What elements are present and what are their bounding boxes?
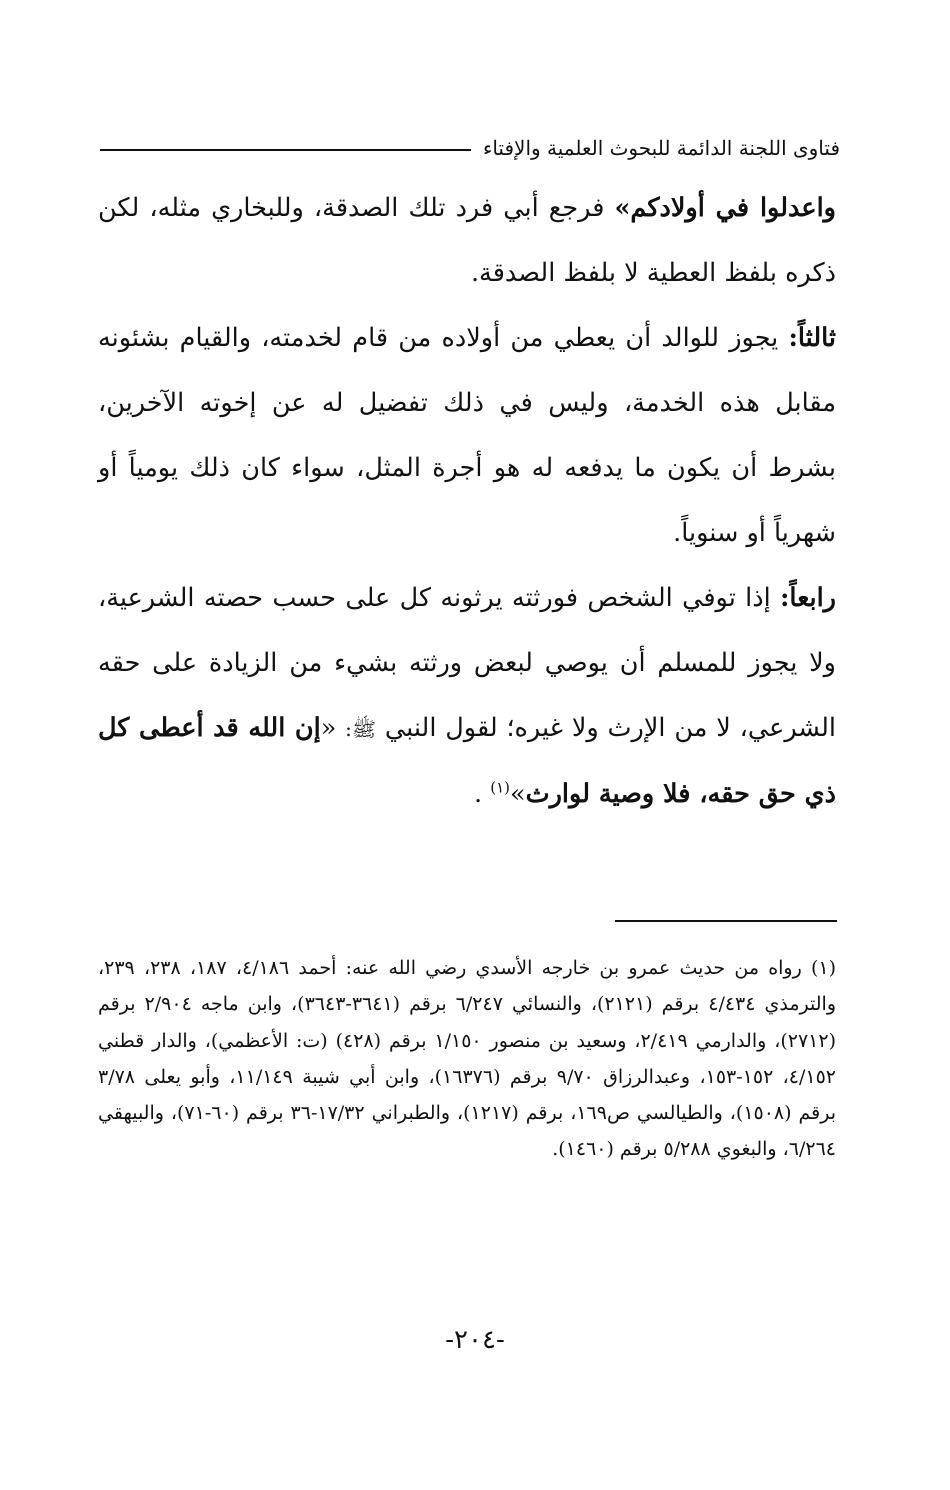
paragraph-1 [98,176,836,306]
quote-open: « [320,713,346,743]
paragraph-3 [98,566,836,827]
body-text [98,176,836,827]
bold-opening: واعدلوا في أولادكم» [614,193,836,223]
running-header [100,128,840,168]
page-number: -٢٠٤- [445,1325,505,1355]
paragraph-2 [98,306,836,566]
footnote-1: (١) رواه من حديث عمرو بن خارجه الأسدي رضي الله عنه: أحمد ٤/١٨٦، ١٨٧، ٢٣٨، ٢٣٩، والترمذي ٤/٤٣٤ برقم (٢١٢١)، والنسائي ٦/٢٤٧ برقم (٣٦٤١-٣٦٤٣)، وابن ماجه ٢/٩٠٤ برقم (٢٧١٢)، والدارمي ٢/٤١٩، وسعيد بن منصور ١/١٥٠ برقم (٤٢٨) (ت: الأعظمي)، والدار قطني ٤/١٥٢، ١٥٢-١٥٣، وعبدالرزاق ٩/٧٠ برقم (١٦٣٧٦)، وابن أبي شيبة ١١/١٤٩، وأبو يعلى ٣/٧٨ برقم (١٥٠٨)، والطيالسي ص١٦٩، برقم (١٢١٧)، والطبراني ١٧/٣٢-٣٦ برقم (٦٠-٧١)، والبيهقي ٦/٢٦٤، والبغوي ٥/٢٨٨ برقم (١٤٦٠). [98,957,837,1161]
paragraph-3-text: إذا توفي الشخص فورثته يرثونه كل على حسب حصته الشرعية، ولا يجوز للمسلم أن يوصي لبعض ورثته بشيء من الزيادة على حقه الشرعي، لا من الإرث ولا غيره؛ لقول النبي [98,583,836,743]
paragraph-3-end: . [474,779,491,809]
header-rule [100,149,471,151]
paragraph-2-text: يجوز للوالد أن يعطي من أولاده من قام لخدمته، والقيام بشئونه مقابل هذه الخدمة، وليس في ذلك تفضيل له عن إخوته الآخرين، بشرط أن يكون ما يدفعه له هو أجرة المثل، سواء كان ذلك يومياً أو شهرياً أو سنوياً. [98,323,836,548]
footnote-separator [615,920,837,922]
footnote-reference[interactable]: (١) [490,778,510,797]
paragraph-2-label: ثالثاً: [788,323,836,353]
paragraph-1-text: فرجع أبي فرد تلك الصدقة، وللبخاري مثله، لكن ذكره بلفظ العطية لا بلفظ الصدقة. [98,193,836,288]
quote-close: » [510,779,526,809]
hadith-quote: إن الله قد أعطى كل ذي حق حقه، فلا وصية لوارث [98,713,836,809]
honorific-glyph: ﷺ: [345,717,377,741]
paragraph-3-label: رابعاً: [780,583,836,613]
footnotes [98,950,836,1168]
header-title: فتاوى اللجنة الدائمة للبحوث العلمية والإفتاء [482,136,840,160]
